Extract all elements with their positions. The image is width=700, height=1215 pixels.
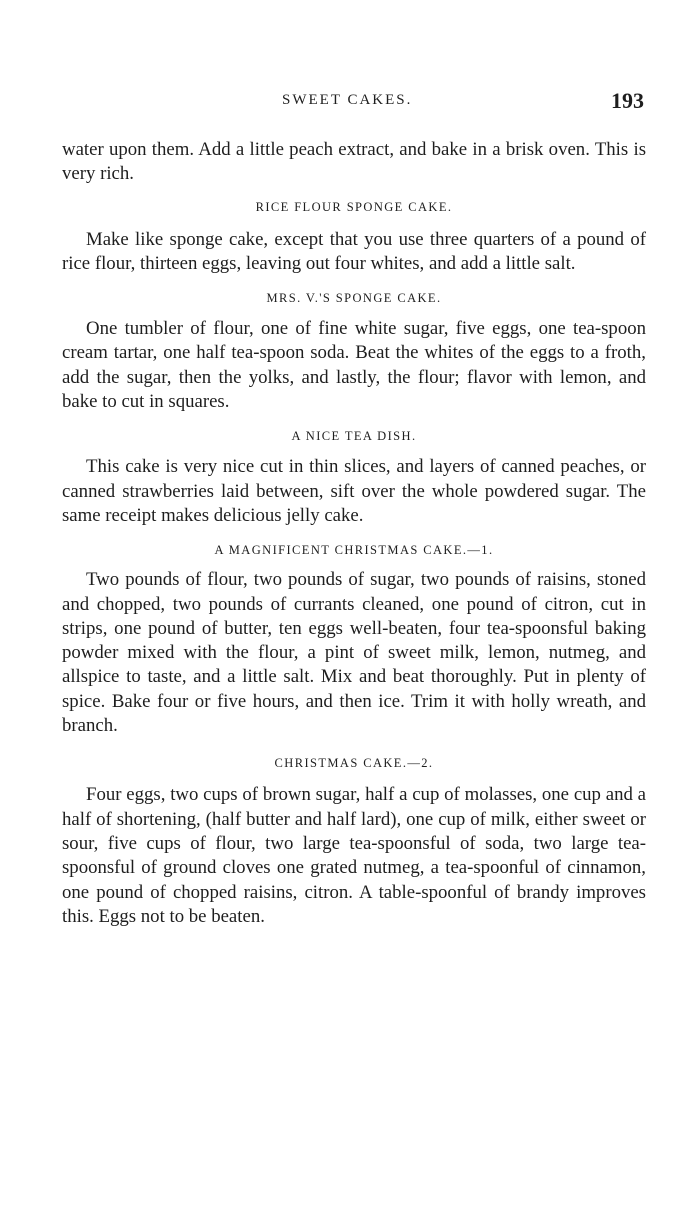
page-number: 193: [611, 88, 644, 113]
recipe-heading-christmas-cake-1: A MAGNIFICENT CHRISTMAS CAKE.—1.: [214, 543, 494, 558]
recipe-heading-nice-tea-dish: A NICE TEA DISH.: [291, 429, 417, 444]
recipe-text-nice-tea-dish: This cake is very nice cut in thin slices, and layers of canned peaches, or canned strawberries laid between, sift over the whole powdered sugar. The same receipt makes delicious jelly cake.: [62, 456, 646, 526]
recipe-heading-christmas-cake-2: CHRISTMAS CAKE.—2.: [274, 756, 434, 771]
page-body: [62, 138, 646, 929]
intro-paragraph: water upon them. Add a little peach extract, and bake in a brisk oven. This is very rich.: [62, 139, 646, 185]
recipe-text-mrs-v-sponge-cake: One tumbler of flour, one of fine white sugar, five eggs, one tea-spoon cream tartar, one half tea-spoon soda. Beat the whites of the eggs to a froth, add the sugar, then the yolks, and lastly, the flour; flavor with lemon, and bake to cut in squares.: [62, 318, 646, 413]
recipe-text-christmas-cake-1: Two pounds of flour, two pounds of sugar, two pounds of raisins, stoned and chopped, two pounds of currants cleaned, one pound of citron, cut in strips, one pound of butter, ten eggs well-beaten, four tea-spoonsful baking powder mixed with the flour, a pint of sweet milk, lemon, nutmeg, and allspice to taste, and a little salt. Mix and beat thoroughly. Put in plenty of spice. Bake four or five hours, and then ice. Trim it with holly wreath, and branch.: [62, 569, 646, 737]
recipe-heading-rice-flour-sponge-cake: RICE FLOUR SPONGE CAKE.: [255, 199, 453, 214]
recipe-text-christmas-cake-2: Four eggs, two cups of brown sugar, half a cup of molasses, one cup and a half of shortening, (half butter and half lard), one cup of milk, either sweet or sour, five cups of flour, two large tea-spoonsful of soda, two large tea-spoonsful of ground cloves one grated nutmeg, a tea-spoonful of cinnamon, one pound of chopped raisins, citron. A table-spoonful of brandy improves this. Eggs not to be beaten.: [62, 784, 646, 927]
running-title: SWEET CAKES.: [282, 92, 413, 108]
page-header: [0, 90, 700, 120]
recipe-text-rice-flour-sponge-cake: Make like sponge cake, except that you use three quarters of a pound of rice flour, thirteen eggs, leaving out four whites, and add a little salt.: [62, 228, 646, 274]
recipe-heading-mrs-v-sponge-cake: MRS. V.'S SPONGE CAKE.: [266, 291, 442, 306]
